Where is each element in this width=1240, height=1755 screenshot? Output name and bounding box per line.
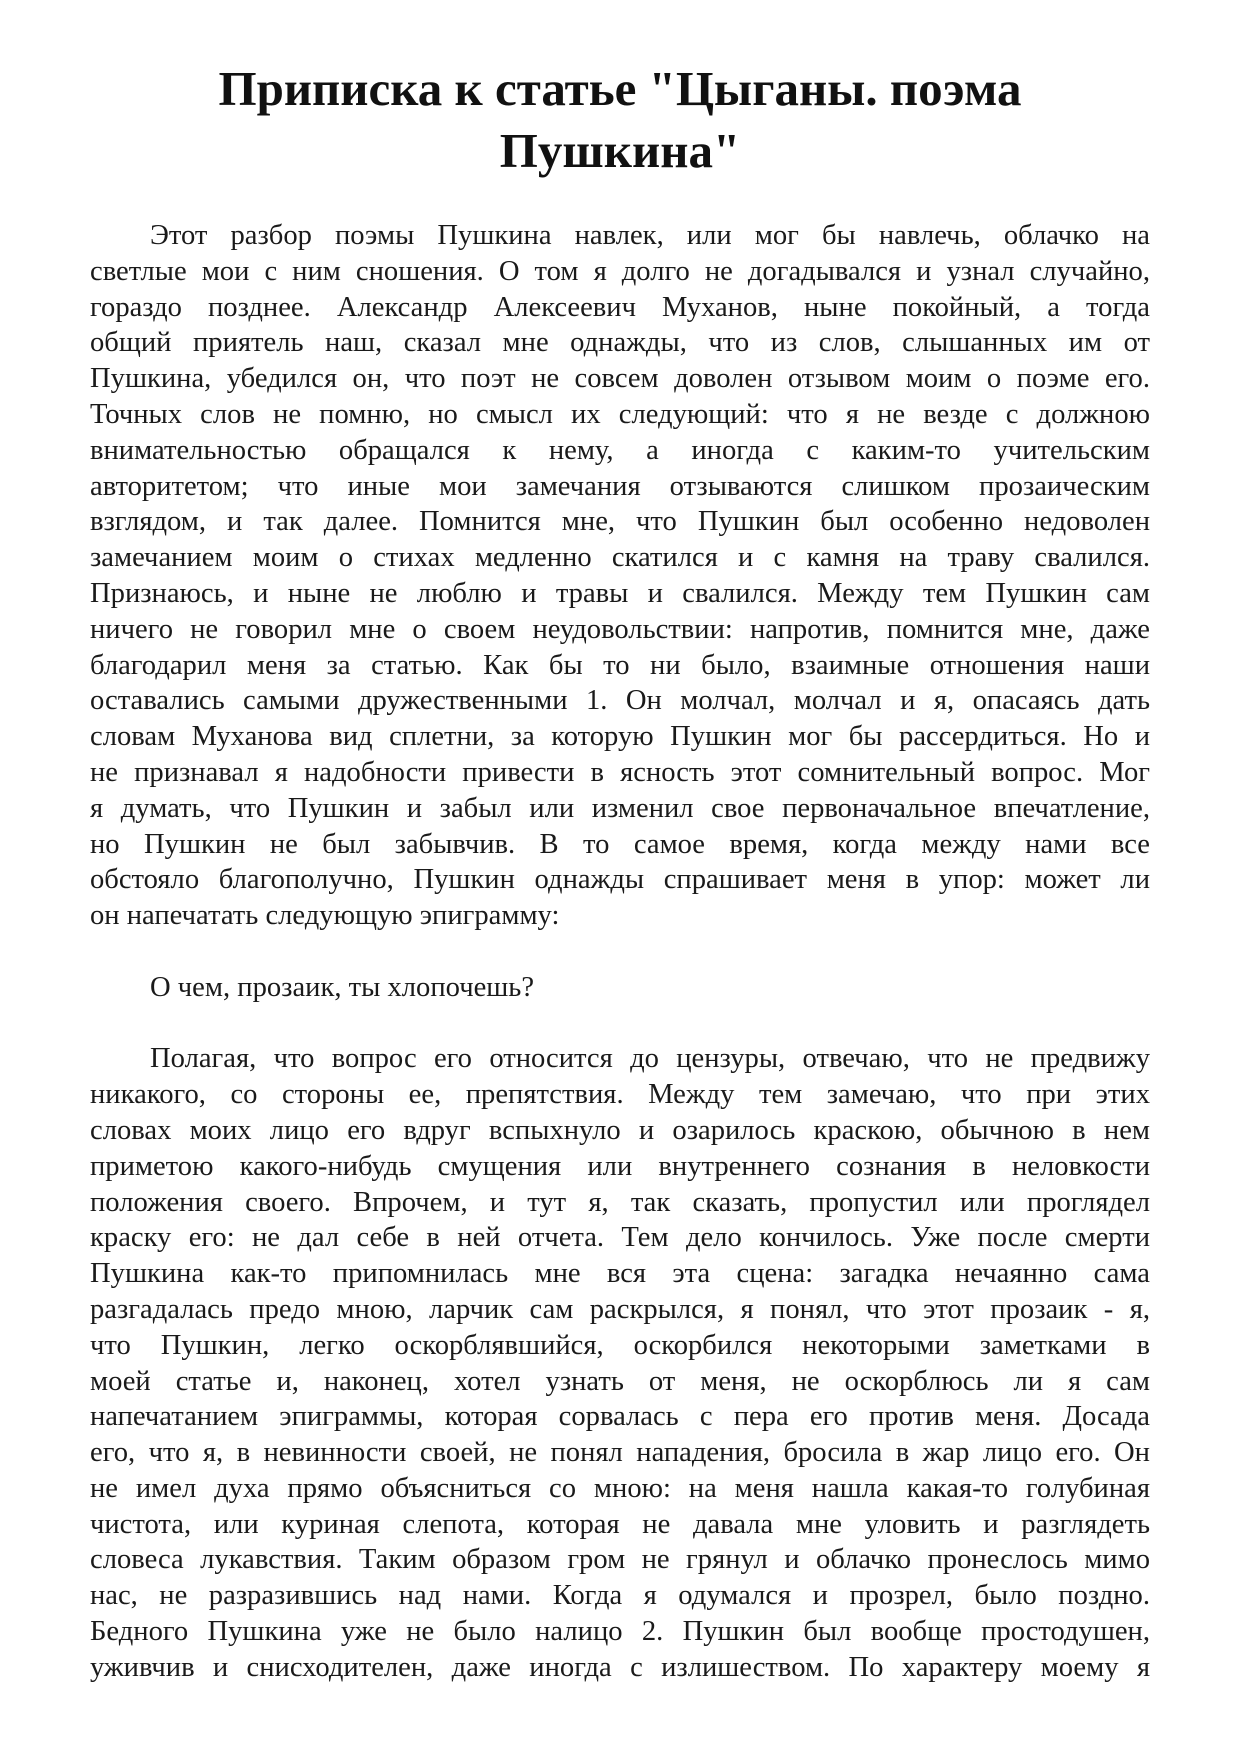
paragraph-gap [90, 934, 1150, 970]
paragraph-line: но Пушкин не был забывчив. В то самое время, когда между нами все [90, 828, 1150, 860]
paragraph-line: положения своего. Впрочем, и тут я, так сказать, пропустил или проглядел [90, 1186, 1150, 1218]
page-title: Приписка к статье "Цыганы. поэма Пушкина" [218, 61, 1022, 178]
paragraph-line: Точных слов не помню, но смысл их следующий: что я не везде с должною [90, 398, 1150, 430]
paragraph-gap [90, 1006, 1150, 1042]
paragraph-line: Пушкина, убедился он, что поэт не совсем доволен отзывом моим о поэме его. [90, 363, 1150, 395]
document-body [90, 218, 1150, 1686]
paragraph-line: приметою какого-нибудь смущения или внутреннего сознания в неловкости [90, 1150, 1150, 1182]
paragraph-line: не признавал я надобности привести в ясность этот сомнительный вопрос. Мог [90, 756, 1150, 788]
paragraph-line: Признаюсь, и ныне не люблю и травы и свалился. Между тем Пушкин сам [90, 577, 1150, 609]
paragraph-line: нас, не разразившись над нами. Когда я одумался и прозрел, было поздно. [90, 1580, 1150, 1612]
paragraph-line: авторитетом; что иные мои замечания отзываются слишком прозаическим [90, 470, 1150, 502]
paragraph-line: общий приятель наш, сказал мне однажды, что из слов, слышанных им от [90, 327, 1150, 359]
paragraph-line: его, что я, в невинности своей, не понял нападения, бросила в жар лицо его. Он [90, 1437, 1150, 1469]
paragraph-line: замечанием моим о стихах медленно скатился и с камня на траву свалился. [90, 542, 1150, 574]
paragraph-line: разгадалась предо мною, ларчик сам раскрылся, я понял, что этот прозаик - я, [90, 1293, 1150, 1325]
paragraph-line: напечатанием эпиграммы, которая сорвалась с пера его против меня. Досада [90, 1401, 1150, 1433]
paragraph-line: Пушкина как-то припомнилась мне вся эта сцена: загадка нечаянно сама [90, 1258, 1150, 1290]
paragraph-line: чистота, или куриная слепота, которая не давала мне уловить и разглядеть [90, 1508, 1150, 1540]
paragraph-line: Этот разбор поэмы Пушкина навлек, или мог бы навлечь, облачко на [150, 220, 1150, 251]
paragraph-1 [90, 218, 1150, 934]
paragraph-line: словах моих лицо его вдруг вспыхнуло и озарилось краскою, обычною в нем [90, 1114, 1150, 1146]
paragraph-line: оставались самыми дружественными 1. Он молчал, молчал и я, опасаясь дать [90, 685, 1150, 717]
paragraph-line: обстояло благополучно, Пушкин однажды спрашивает меня в упор: может ли [90, 864, 1150, 896]
paragraph-line: Бедного Пушкина уже не было налицо 2. Пушкин был вообще простодушен, [90, 1616, 1150, 1648]
paragraph-line: гораздо позднее. Александр Алексеевич Муханов, ныне покойный, а тогда [90, 291, 1150, 323]
paragraph-line: он напечатать следующую эпиграмму: [90, 900, 560, 932]
paragraph-line: словеса лукавствия. Таким образом гром не грянул и облачко пронеслось мимо [90, 1544, 1150, 1576]
paragraph-line: светлые мои с ним сношения. О том я долго не догадывался и узнал случайно, [90, 255, 1150, 287]
paragraph-line: ничего не говорил мне о своем неудовольствии: напротив, помнится мне, даже [90, 613, 1150, 645]
paragraph-line: взглядом, и так далее. Помнится мне, что Пушкин был особенно недоволен [90, 506, 1150, 538]
epigram-line: О чем, прозаик, ты хлопочешь? [150, 971, 535, 1003]
paragraph-line: уживчив и снисходителен, даже иногда с излишеством. По характеру моему я [90, 1651, 1150, 1683]
paragraph-line: я думать, что Пушкин и забыл или изменил свое первоначальное впечатление, [90, 792, 1150, 824]
paragraph-line: никакого, со стороны ее, препятствия. Между тем замечаю, что при этих [90, 1079, 1150, 1111]
paragraph-line: что Пушкин, легко оскорблявшийся, оскорбился некоторыми заметками в [90, 1329, 1150, 1361]
paragraph-line: не имел духа прямо объясниться со мною: на меня нашла какая-то голубиная [90, 1472, 1150, 1504]
paragraph-line: Полагая, что вопрос его относится до цензуры, отвечаю, что не предвижу [150, 1043, 1150, 1075]
paragraph-line: моей статье и, наконец, хотел узнать от меня, не оскорблюсь ли я сам [90, 1365, 1150, 1397]
paragraph-2 [90, 1041, 1150, 1685]
paragraph-line: благодарил меня за статью. Как бы то ни было, взаимные отношения наши [90, 649, 1150, 681]
paragraph-line: словам Муханова вид сплетни, за которую Пушкин мог бы рассердиться. Но и [90, 721, 1150, 753]
paragraph-line: краску его: не дал себе в ней отчета. Тем дело кончилось. Уже после смерти [90, 1222, 1150, 1254]
paragraph-line: внимательностью обращался к нему, а иногда с каким-то учительским [90, 434, 1150, 466]
